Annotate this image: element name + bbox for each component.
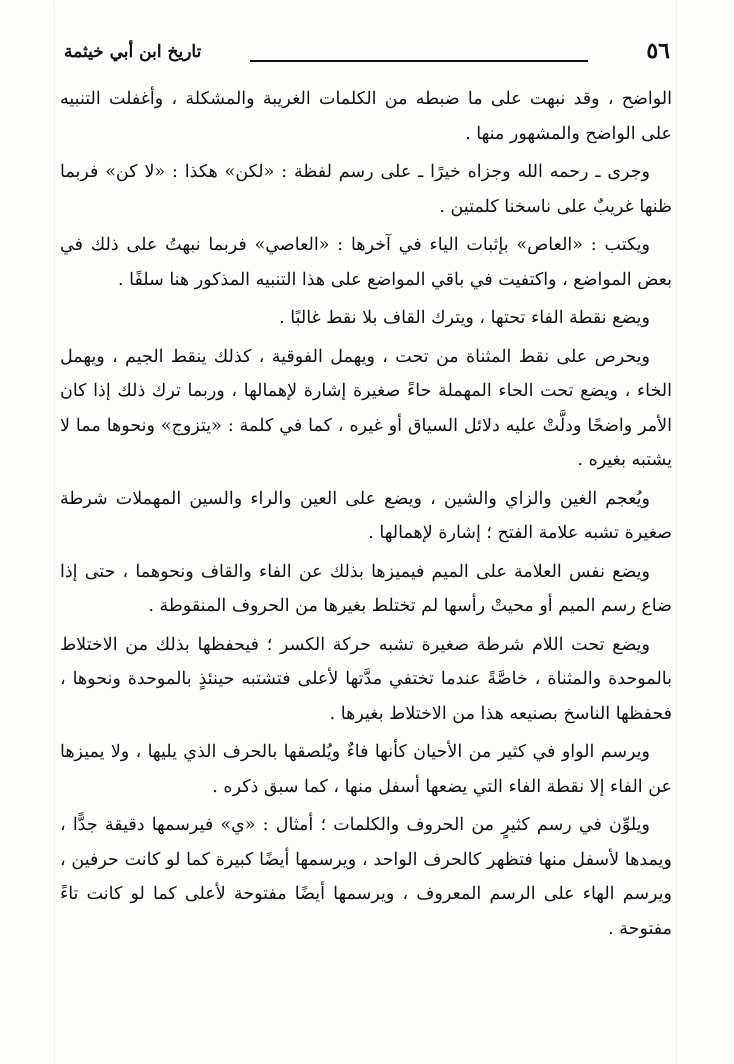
body-text [60,82,672,950]
paragraph: ويلوِّن في رسم كثيرٍ من الحروف والكلمات ؛ أمثال : «ي» فيرسمها دقيقة جدًّا ، ويمدها لأسفل منها فتظهر كالحرف الواحد ، ويرسمها أيضًا كبيرة كما لو كانت حرفين ، ويرسم الهاء على الرسم المعروف ، ويرسمها أيضًا مفتوحة لأعلى كما لو كانت تاءً مفتوحة . [60,815,672,939]
right-margin-guide [676,0,677,1064]
paragraph: ويرسم الواو في كثير من الأحيان كأنها فاءٌ ويُلصقها بالحرف الذي يليها ، ولا يميزها عن الفاء إلا نقطة الفاء التي يضعها أسفل منها ، كما سبق ذكره . [60,742,672,797]
page-number: ٥٦ [646,38,670,64]
paragraph: ويضع تحت اللام شرطة صغيرة تشبه حركة الكسر ؛ فيحفظها بذلك من الاختلاط بالموحدة والمثناة ، خاصَّةً عندما تختفي مدَّتها لأعلى فتشتبه حينئذٍ بالموحدة ونحوها ، فحفظها الناسخ بصنيعه هذا من الاختلاط بغيرها . [60,634,672,724]
running-title: تاريخ ابن أبي خيثمة [64,42,202,62]
page-header [64,36,670,70]
paragraph: ويحرص على نقط المثناة من تحت ، ويهمل الفوقية ، كذلك ينقط الجيم ، ويهمل الخاء ، ويضع تحت الحاء المهملة حاءً صغيرة إشارة لإهمالها ، وربما ترك ذلك إذا كان الأمر واضحًا ودلَّتْ عليه دلائل السياق أو غيره ، كما في كلمة : «يتزوج» ونحوها مما لا يشتبه بغيره . [60,346,672,470]
header-rule [250,60,588,62]
paragraph: ويضع نقطة الفاء تحتها ، ويترك القاف بلا نقط غالبًا . [279,308,650,328]
paragraph: الواضح ، وقد نبهت على ما ضبطه من الكلمات الغريبة والمشكلة ، وأغفلت التنبيه على الواضح والمشهور منها . [60,89,672,144]
paragraph: ويُعجم الغين والزاي والشين ، ويضع على العين والراء والسين المهملات شرطة صغيرة تشبه علامة الفتح ؛ إشارة لإهمالها . [60,488,672,543]
paragraph: وجرى ـ رحمه الله وجزاه خيرًا ـ على رسم لفظة : «لكن» هكذا : «لا كن» فربما ظنها غريبٌ على ناسخنا كلمتين . [60,162,672,217]
left-margin-guide [54,0,55,1064]
paragraph: ويكتب : «العاص» بإثبات الياء في آخرها : «العاصي» فربما نبهتُ على ذلك في بعض المواضع ، واكتفيت في باقي المواضع على هذا التنبيه المذكور هنا سلفًا . [60,235,672,290]
paragraph: ويضع نفس العلامة على الميم فيميزها بذلك عن الفاء والقاف ونحوهما ، حتى إذا ضاع رسم الميم أو محيتْ رأسها لم تختلط بغيرها من الحروف المنقوطة . [60,561,672,616]
